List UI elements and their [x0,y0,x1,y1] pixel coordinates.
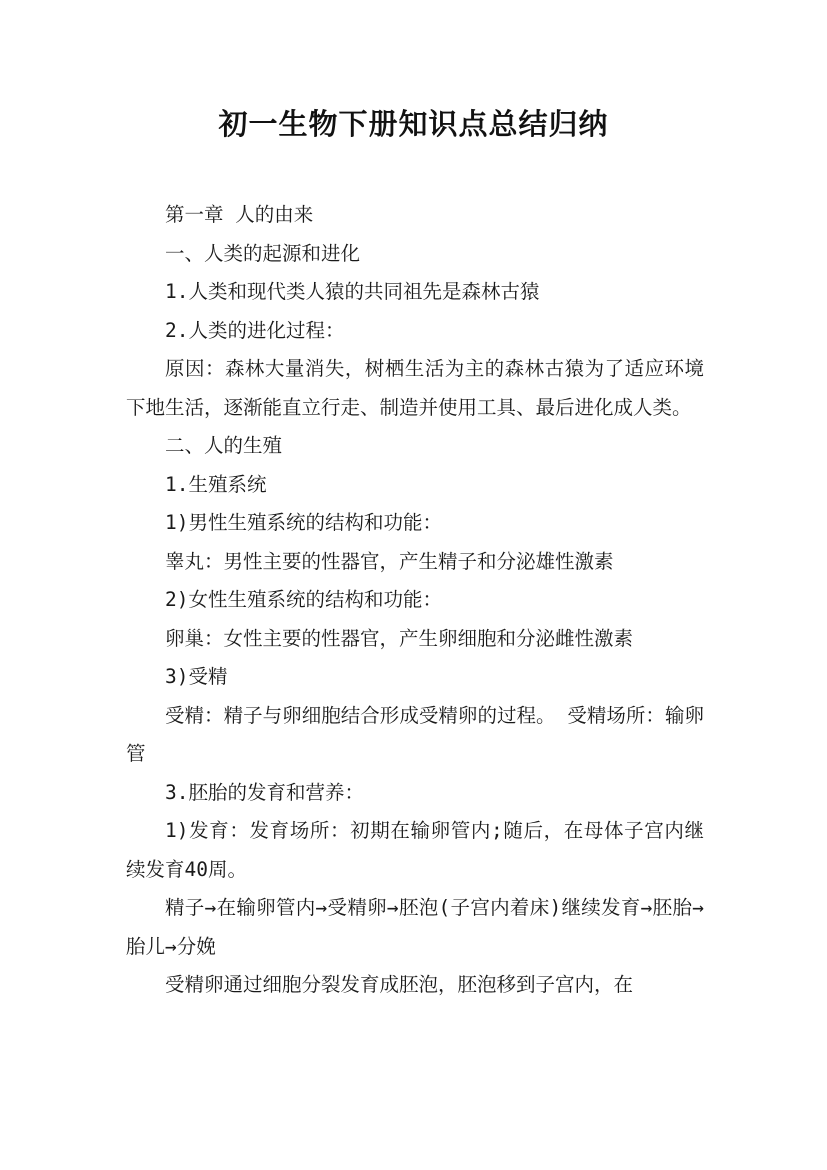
paragraph: 卵巢：女性主要的性器官，产生卵细胞和分泌雌性激素 [165,626,634,650]
document-title: 初一生物下册知识点总结归纳 [218,107,609,141]
paragraph: 原因：森林大量消失，树栖生活为主的森林古猿为了适应环境下地生活，逐渐能直立行走、制造并使用工具、最后进化成人类。 [126,357,704,419]
section-heading: 一、人类的起源和进化 [165,241,361,265]
paragraph: 1.人类和现代类人猿的共同祖先是森林古猿 [165,280,540,303]
paragraph: 2)女性生殖系统的结构和功能： [165,588,442,611]
paragraph: 1)男性生殖系统的结构和功能： [165,511,442,534]
document-body [126,196,704,1005]
paragraph: 3)受精 [165,665,228,688]
section-heading: 二、人的生殖 [165,434,283,457]
paragraph: 1)发育：发育场所：初期在输卵管内;随后，在母体子宫内继续发育40周。 [126,819,704,881]
paragraph: 3.胚胎的发育和营养： [165,780,364,804]
chapter-heading: 第一章 人的由来 [165,203,314,226]
paragraph: 受精卵通过细胞分裂发育成胚泡，胚泡移到子宫内，在 [165,973,634,996]
paragraph: 受精：精子与卵细胞结合形成受精卵的过程。 受精场所：输卵管 [126,703,704,765]
paragraph: 睾丸：男性主要的性器官，产生精子和分泌雄性激素 [165,549,614,573]
paragraph: 2.人类的进化过程： [165,318,345,342]
paragraph: 精子→在输卵管内→受精卵→胚泡(子宫内着床)继续发育→胚胎→胎儿→分娩 [126,896,704,958]
paragraph: 1.生殖系统 [165,472,267,496]
